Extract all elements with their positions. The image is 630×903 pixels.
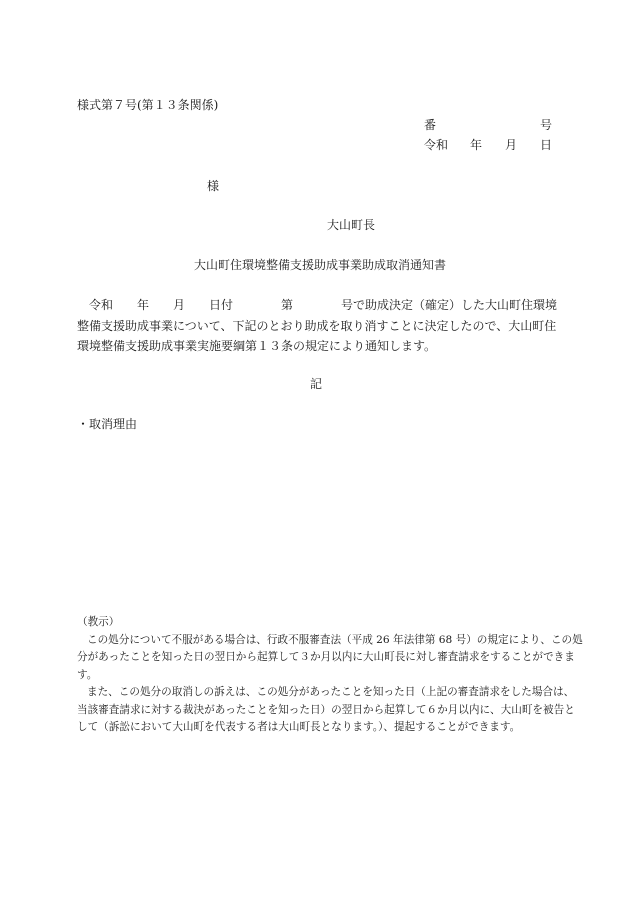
addressee-honorific: 様 — [207, 179, 220, 193]
form-label: 様式第７号(第１３条関係) — [77, 98, 219, 112]
date-era: 令和 — [424, 138, 449, 152]
reason-label: ・取消理由 — [77, 417, 138, 431]
appeal-notice — [77, 614, 583, 737]
body-paragraph — [77, 295, 556, 357]
body-line-3: 環境整備支援助成事業実施要綱第１３条の規定により通知します。 — [77, 339, 437, 353]
notice-heading: （教示） — [77, 616, 120, 628]
date-day: 日 — [540, 138, 553, 152]
notice-p2-line1: また、この処分の取消しの訴えは、この処分があったことを知った日（上記の審査請求をした場合は、 — [87, 686, 575, 698]
ki-marker: 記 — [310, 377, 323, 391]
body-line-1: 令和 年 月 日付 第 号で助成決定（確定）した大山町住環境 — [89, 298, 558, 312]
document-title: 大山町住環境整備支援助成事業助成取消通知書 — [194, 258, 447, 272]
date-month: 月 — [505, 138, 518, 152]
number-label: 番 — [424, 118, 437, 132]
issuer-name: 大山町長 — [327, 218, 376, 232]
notice-p2-line2: 当該審査請求に対する裁決があったことを知った日）の翌日から起算して６か月以内に、大山町を被告と — [77, 703, 575, 716]
notice-p1-line1: この処分について不服がある場合は、行政不服審査法（平成 26 年法律第 68 号）の規定により、この処 — [87, 633, 583, 646]
notice-p1-line3: す。 — [77, 668, 98, 681]
notice-p2-line3: して（訴訟において大山町を代表する者は大山町長となります。）、提起することができます。 — [77, 721, 521, 733]
date-year: 年 — [470, 138, 483, 152]
body-line-2: 整備支援助成事業について、下記のとおり助成を取り消すことに決定したので、大山町住 — [77, 318, 557, 333]
notice-p1-line2: 分があったことを知った日の翌日から起算して３か月以内に大山町長に対し審査請求をすることができま — [77, 651, 575, 663]
number-suffix: 号 — [540, 118, 553, 132]
